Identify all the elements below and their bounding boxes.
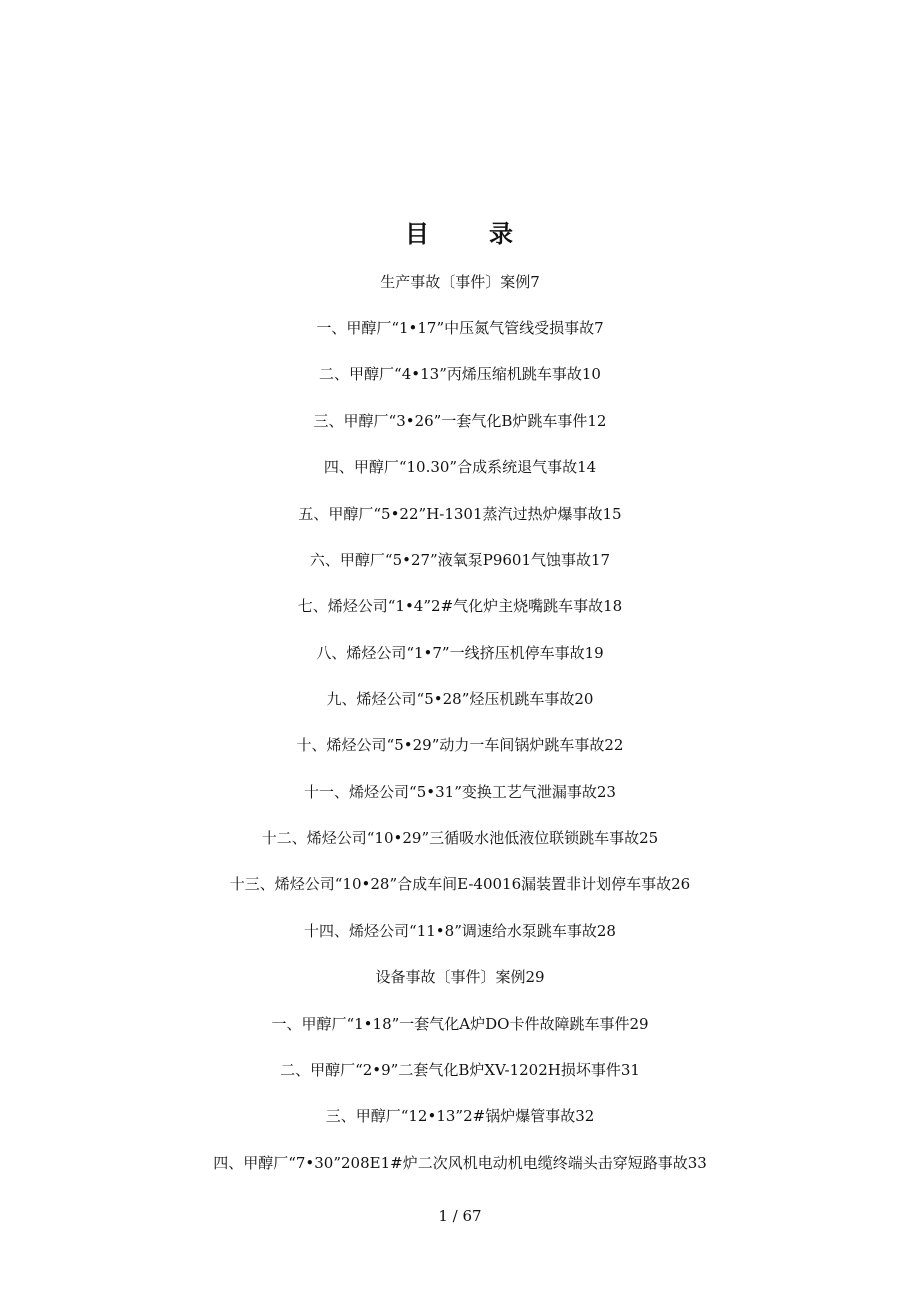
- toc-entry[interactable]: 二、甲醇厂“4•13”丙烯压缩机跳车事故10: [319, 365, 601, 383]
- toc-entry[interactable]: 六、甲醇厂“5•27”液氧泵P9601气蚀事故17: [309, 551, 611, 569]
- toc-entry[interactable]: 十二、烯烃公司“10•29”三循吸水池低液位联锁跳车事故25: [261, 829, 659, 847]
- toc-entry[interactable]: 十四、烯烃公司“11•8”调速给水泵跳车事故28: [304, 922, 616, 940]
- toc-entry[interactable]: 十一、烯烃公司“5•31”变换工艺气泄漏事故23: [304, 783, 616, 801]
- toc-entry[interactable]: 二、甲醇厂“2•9”二套气化B炉XV-1202H损坏事件31: [280, 1061, 640, 1079]
- toc-entry[interactable]: 三、甲醇厂“3•26”一套气化B炉跳车事件12: [313, 412, 607, 430]
- toc-entry[interactable]: 八、烯烃公司“1•7”一线挤压机停车事故19: [316, 644, 604, 662]
- toc-section-production[interactable]: 生产事故〔事件〕案例7: [380, 273, 540, 291]
- toc-entry[interactable]: 一、甲醇厂“1•17”中压氮气管线受损事故7: [316, 319, 604, 337]
- toc-entry[interactable]: 一、甲醇厂“1•18”一套气化A炉DO卡件故障跳车事件29: [271, 1015, 649, 1033]
- toc-entry[interactable]: 四、甲醇厂“10.30”合成系统退气事故14: [323, 458, 597, 476]
- toc-entry[interactable]: 五、甲醇厂“5•22”H-1301蒸汽过热炉爆事故15: [298, 505, 622, 523]
- title-char-2: 录: [489, 220, 515, 248]
- toc-entry[interactable]: 四、甲醇厂“7•30”208E1#炉二次风机电动机电缆终端头击穿短路事故33: [213, 1154, 707, 1172]
- toc-entry[interactable]: 十、烯烃公司“5•29”动力一车间锅炉跳车事故22: [296, 736, 624, 754]
- title-char-1: 目: [405, 220, 431, 248]
- page-number: 1 / 67: [438, 1207, 482, 1225]
- toc-entry[interactable]: 十三、烯烃公司“10•28”合成车间E-40016漏装置非计划停车事故26: [229, 875, 691, 893]
- page-title: [0, 214, 920, 254]
- toc-section-equipment[interactable]: 设备事故〔事件〕案例29: [375, 968, 545, 986]
- toc-entry[interactable]: 三、甲醇厂“12•13”2#锅炉爆管事故32: [325, 1107, 595, 1125]
- toc-entry[interactable]: 七、烯烃公司“1•4”2#气化炉主烧嘴跳车事故18: [297, 597, 623, 615]
- toc-entry[interactable]: 九、烯烃公司“5•28”烃压机跳车事故20: [326, 690, 594, 708]
